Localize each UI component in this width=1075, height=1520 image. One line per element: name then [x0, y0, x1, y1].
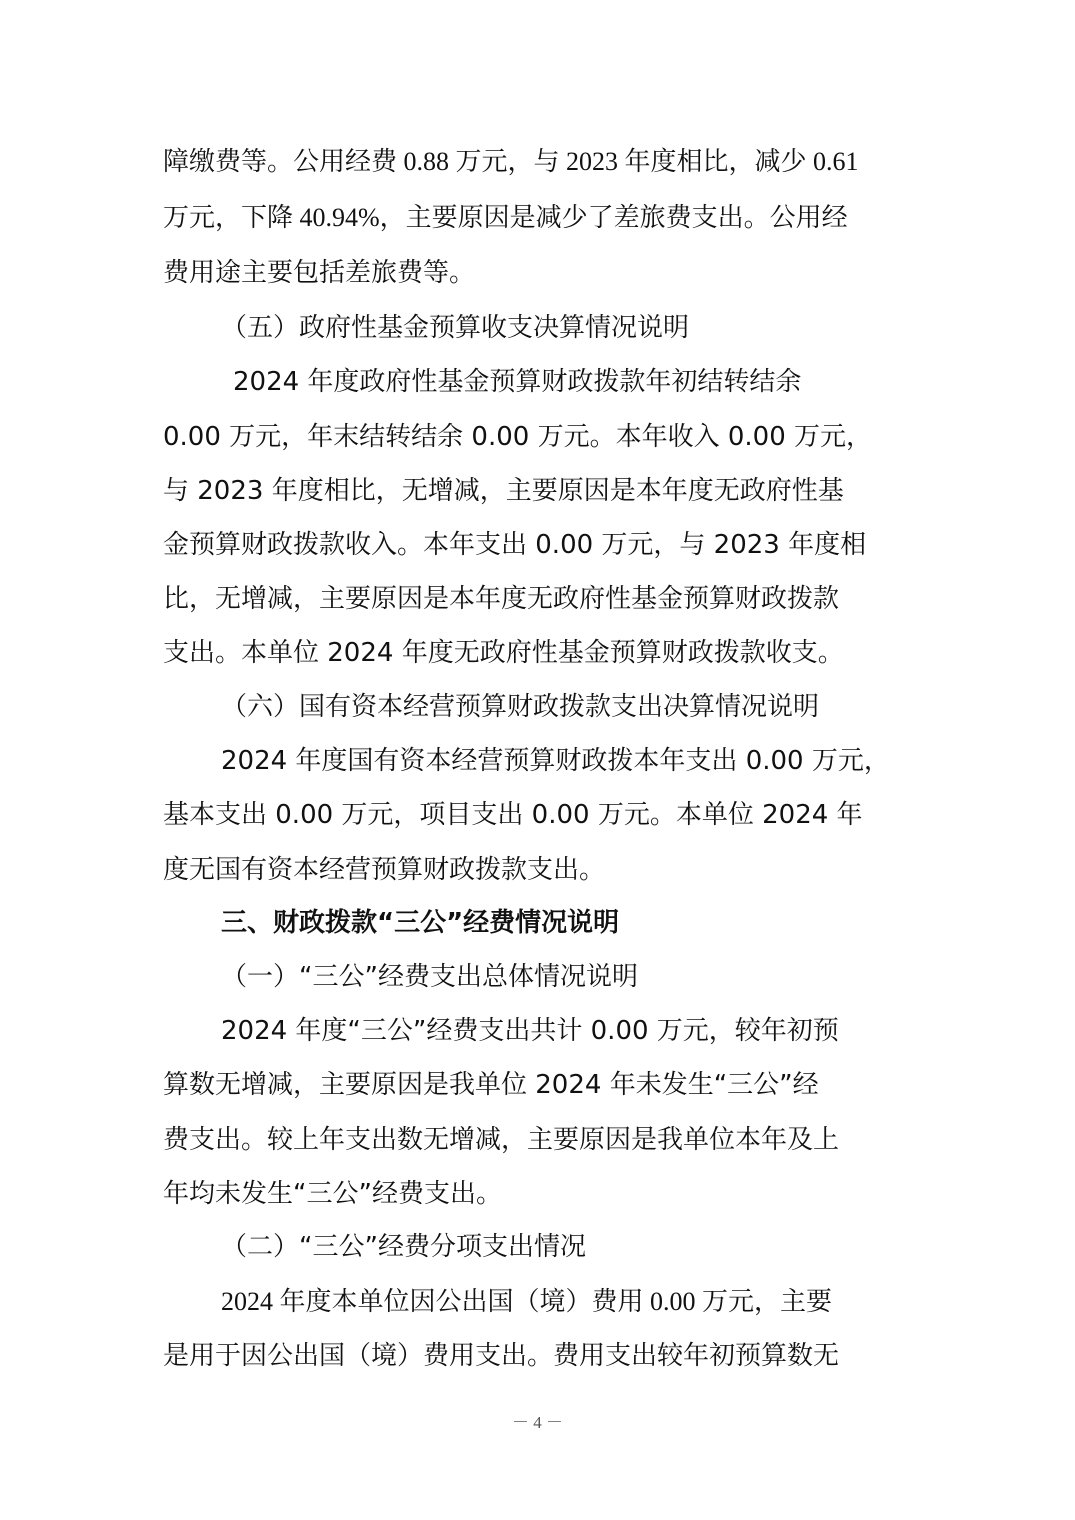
- paragraph-line-20: 年均未发生“三公”经费支出。: [163, 1179, 502, 1209]
- subsection-heading-1: （一）“三公”经费支出总体情况说明: [221, 962, 638, 992]
- paragraph-line-9: 比，无增减，主要原因是本年度无政府性基金预算财政拨款: [163, 584, 840, 614]
- paragraph-line-2: 万元，下降 40.94%，主要原因是减少了差旅费支出。公用经: [163, 203, 848, 232]
- section-heading-5: （五）政府性基金预算收支决算情况说明: [221, 313, 690, 343]
- paragraph-line-19: 费支出。较上年支出数无增减，主要原因是我单位本年及上: [163, 1125, 840, 1155]
- page-number: － 4 －: [512, 1413, 563, 1432]
- paragraph-line-6: 0.00 万元，年末结转结余 0.00 万元。本年收入 0.00 万元，: [163, 422, 872, 452]
- subsection-heading-2: （二）“三公”经费分项支出情况: [221, 1232, 586, 1262]
- paragraph-line-7: 与 2023 年度相比，无增减，主要原因是本年度无政府性基: [163, 476, 844, 506]
- paragraph-line-17: 2024 年度“三公”经费支出共计 0.00 万元，较年初预: [221, 1016, 839, 1046]
- chapter-heading-3: 三、财政拨款“三公”经费情况说明: [221, 908, 620, 938]
- paragraph-line-18: 算数无增减，主要原因是我单位 2024 年未发生“三公”经: [163, 1070, 819, 1100]
- paragraph-line-23: 是用于因公出国（境）费用支出。费用支出较年初预算数无: [163, 1341, 840, 1371]
- paragraph-line-1: 障缴费等。公用经费 0.88 万元，与 2023 年度相比，减少 0.61: [163, 147, 859, 176]
- section-heading-6: （六）国有资本经营预算财政拨款支出决算情况说明: [221, 692, 820, 722]
- paragraph-line-12: 2024 年度国有资本经营预算财政拨本年支出 0.00 万元，: [221, 746, 890, 776]
- paragraph-line-14: 度无国有资本经营预算财政拨款支出。: [163, 855, 606, 885]
- paragraph-line-13: 基本支出 0.00 万元，项目支出 0.00 万元。本单位 2024 年: [163, 800, 863, 830]
- paragraph-line-10: 支出。本单位 2024 年度无政府性基金预算财政拨款收支。: [163, 638, 844, 668]
- paragraph-line-5: 2024 年度政府性基金预算财政拨款年初结转结余: [233, 367, 802, 397]
- paragraph-line-3: 费用途主要包括差旅费等。: [163, 258, 476, 288]
- paragraph-line-22: 2024 年度本单位因公出国（境）费用 0.00 万元，主要: [221, 1287, 833, 1316]
- paragraph-line-8: 金预算财政拨款收入。本年支出 0.00 万元，与 2023 年度相: [163, 530, 867, 560]
